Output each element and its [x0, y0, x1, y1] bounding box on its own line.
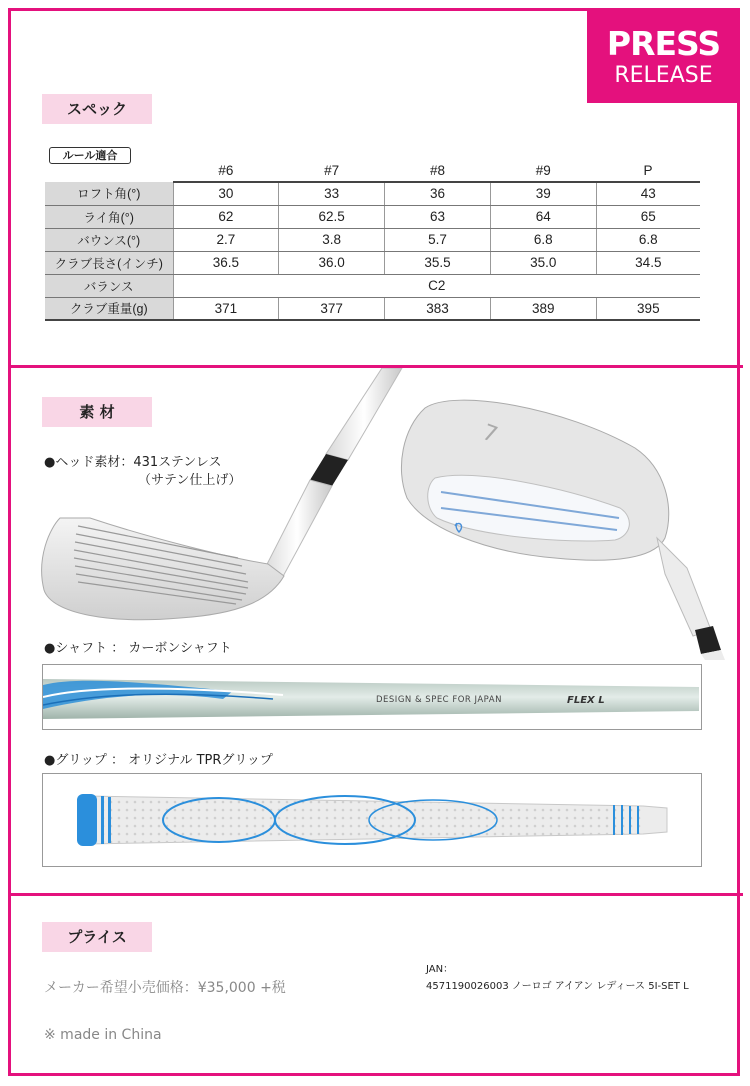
spec-header-row [45, 160, 700, 182]
shaft-material-text: ●シャフト ： カーボンシャフト [44, 641, 232, 656]
spec-cell: 389 [490, 297, 596, 320]
badge-line-2: RELEASE [614, 63, 713, 88]
press-release-badge [587, 8, 740, 103]
shaft-flex-text: FLEX L [567, 695, 605, 706]
jan-label: JAN： [426, 964, 454, 975]
rule-conformity-badge: ルール適合 [49, 147, 131, 164]
jan-value: 4571190026003 ノーロゴ アイアン レディース 5I-SET L [426, 981, 689, 992]
section-divider [8, 893, 743, 896]
spec-row-label: バランス [45, 274, 173, 297]
grip-material-text: ●グリップ ： オリジナル TPRグリップ [44, 753, 273, 768]
spec-cell: 383 [385, 297, 491, 320]
spec-cell: 39 [490, 182, 596, 205]
spec-row-label: ライ角(°) [45, 205, 173, 228]
spec-cell: 36.5 [173, 251, 279, 274]
spec-cell: 6.8 [596, 228, 700, 251]
spec-col-header: #7 [279, 160, 385, 182]
shaft-image [43, 665, 701, 729]
material-section-label: 素 材 [42, 397, 152, 427]
spec-row-weight [45, 297, 700, 320]
spec-cell: 36 [385, 182, 491, 205]
head-material-text: ●ヘッド素材：431ステンレス [44, 455, 222, 470]
spec-cell: 33 [279, 182, 385, 205]
spec-cell: 65 [596, 205, 700, 228]
spec-cell: 62.5 [279, 205, 385, 228]
iron-face-image [30, 368, 410, 630]
spec-col-header: #8 [385, 160, 491, 182]
spec-col-header: #9 [490, 160, 596, 182]
spec-cell: 3.8 [279, 228, 385, 251]
badge-line-1: PRESS [606, 24, 721, 63]
spec-row-label: ロフト角(°) [45, 182, 173, 205]
spec-col-header: #6 [173, 160, 279, 182]
spec-col-header: P [596, 160, 700, 182]
spec-cell: 371 [173, 297, 279, 320]
shaft-print-text: DESIGN & SPEC FOR JAPAN [376, 695, 502, 705]
spec-cell: 395 [596, 297, 700, 320]
spec-cell: 5.7 [385, 228, 491, 251]
grip-image-box [42, 773, 702, 867]
spec-row-loft [45, 182, 700, 205]
spec-cell: 36.0 [279, 251, 385, 274]
made-in-note: ※ made in China [44, 1027, 162, 1043]
spec-cell: 63 [385, 205, 491, 228]
spec-cell: 35.0 [490, 251, 596, 274]
spec-cell: 43 [596, 182, 700, 205]
spec-cell: 35.5 [385, 251, 491, 274]
iron-cavity-image [395, 368, 735, 660]
retail-price: メーカー希望小売価格：¥35,000 +税 [44, 980, 286, 996]
spec-cell: 34.5 [596, 251, 700, 274]
spec-row-bounce [45, 228, 700, 251]
spec-cell: 30 [173, 182, 279, 205]
spec-cell: 2.7 [173, 228, 279, 251]
spec-cell-merged: C2 [173, 274, 700, 297]
spec-cell: 6.8 [490, 228, 596, 251]
grip-image [43, 774, 701, 866]
spec-row-lie [45, 205, 700, 228]
spec-table [45, 160, 700, 321]
spec-section-label: スペック [42, 94, 152, 124]
spec-row-label: クラブ重量(g) [45, 297, 173, 320]
spec-row-label: バウンス(°) [45, 228, 173, 251]
spec-row-label: クラブ長さ(インチ) [45, 251, 173, 274]
price-section-label: プライス [42, 922, 152, 952]
spec-row-length [45, 251, 700, 274]
spec-cell: 62 [173, 205, 279, 228]
spec-cell: 377 [279, 297, 385, 320]
spec-cell: 64 [490, 205, 596, 228]
shaft-image-box [42, 664, 702, 730]
spec-header-blank [45, 160, 173, 182]
head-material-note: （サテン仕上げ） [138, 473, 242, 488]
spec-row-balance [45, 274, 700, 297]
club-number-stamp: 7 [478, 420, 501, 449]
